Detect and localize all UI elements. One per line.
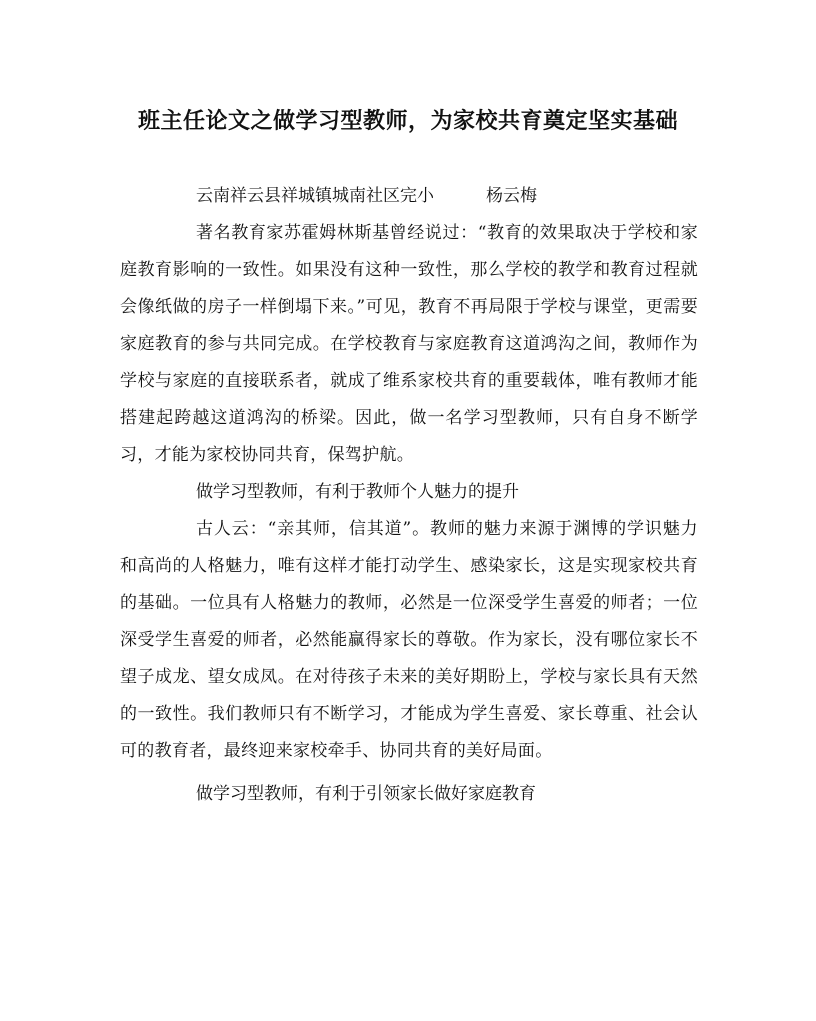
author-line: [120, 178, 698, 215]
author-name: 杨云梅: [486, 186, 537, 206]
paragraph-intro: 著名教育家苏霍姆林斯基曾经说过：“教育的效果取决于学校和家庭教育影响的一致性。如果没有这种一致性，那么学校的教学和教育过程就会像纸做的房子一样倒塌下来。”可见，教育不再局限于学校与课堂，更需要家庭教育的参与共同完成。在学校教育与家庭教育这道鸿沟之间，教师作为学校与家庭的直接联系者，就成了维系家校共育的重要载体，唯有教师才能搭建起跨越这道鸿沟的桥梁。因此，做一名学习型教师，只有自身不断学习，才能为家校协同共育，保驾护航。: [120, 223, 698, 465]
document-body: [120, 178, 698, 813]
paragraph-charm: 古人云：“亲其师，信其道”。教师的魅力来源于渊博的学识魅力和高尚的人格魅力，唯有这样才能打动学生、感染家长，这是实现家校共育的基础。一位具有人格魅力的教师，必然是一位深受学生喜爱的师者；一位深受学生喜爱的师者，必然能赢得家长的尊敬。作为家长，没有哪位家长不望子成龙、望女成凤。在对待孩子未来的美好期盼上，学校与家长具有天然的一致性。我们教师只有不断学习，才能成为学生喜爱、家长尊重、社会认可的教育者，最终迎来家校牵手、协同共育的美好局面。: [120, 519, 698, 761]
author-school: 云南祥云县祥城镇城南社区完小: [196, 186, 434, 206]
document-title: 班主任论文之做学习型教师，为家校共育奠定坚实基础: [137, 108, 678, 134]
section-heading-1: 做学习型教师，有利于教师个人魅力的提升: [196, 482, 519, 502]
section-heading-2: 做学习型教师，有利于引领家长做好家庭教育: [196, 784, 536, 804]
